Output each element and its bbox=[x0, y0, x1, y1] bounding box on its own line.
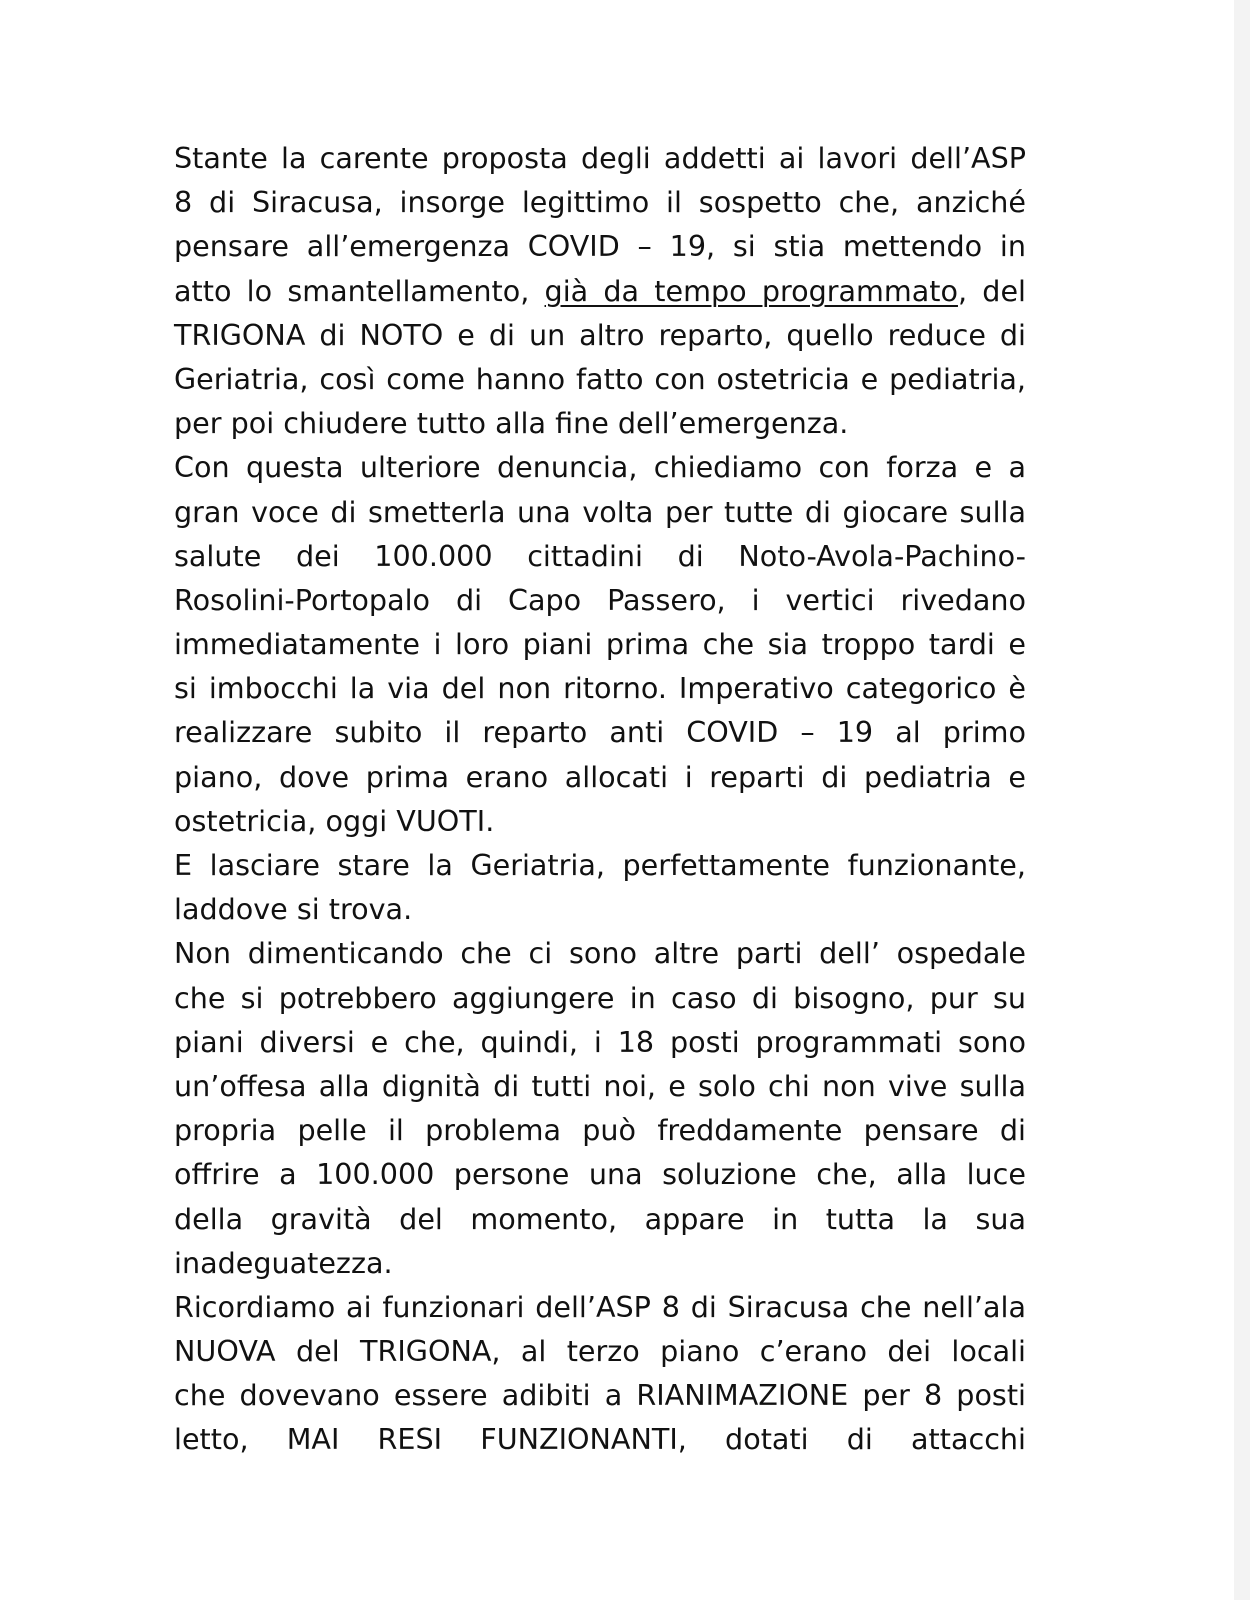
text-line: Non dimenticando che ci sono altre parti dell’ ospedale bbox=[174, 936, 1026, 971]
text-line: che dovevano essere adibiti a RIANIMAZIONE per 8 posti bbox=[174, 1378, 1026, 1413]
text-line bbox=[174, 269, 1026, 313]
text-line: Stante la carente proposta degli addetti ai lavori dell’ASP bbox=[174, 141, 1026, 175]
text-line: ostetricia, oggi VUOTI. bbox=[174, 803, 495, 838]
text-line: salute dei 100.000 cittadini di Noto-Avola-Pachino- bbox=[174, 538, 1026, 573]
text-line: offrire a 100.000 persone una soluzione che, alla luce bbox=[174, 1157, 1026, 1192]
text-line: gran voce di smetterla una volta per tutte di giocare sulla bbox=[174, 494, 1026, 529]
paragraph-3 bbox=[174, 843, 1026, 931]
text-fragment: atto lo smantellamento, bbox=[174, 273, 545, 308]
text-line: letto, MAI RESI FUNZIONANTI, dotati di attacchi bbox=[174, 1422, 1026, 1457]
text-line: 8 di Siracusa, insorge legittimo il sospetto che, anziché bbox=[174, 185, 1026, 220]
text-line: Geriatria, così come hanno fatto con ostetricia e pediatria, bbox=[174, 361, 1026, 396]
text-line: un’offesa alla dignità di tutti noi, e solo chi non vive sulla bbox=[174, 1068, 1026, 1103]
paragraph-1 bbox=[174, 136, 1026, 445]
text-line: della gravità del momento, appare in tutta la sua bbox=[174, 1201, 1026, 1236]
paragraph-5 bbox=[174, 1285, 1026, 1462]
text-line: che si potrebbero aggiungere in caso di bisogno, pur su bbox=[174, 980, 1026, 1015]
text-line: E lasciare stare la Geriatria, perfettamente funzionante, bbox=[174, 848, 1026, 882]
text-line: propria pelle il problema può freddamente pensare di bbox=[174, 1113, 1026, 1148]
text-line: pensare all’emergenza COVID – 19, si stia mettendo in bbox=[174, 229, 1026, 264]
text-line: si imbocchi la via del non ritorno. Imperativo categorico è bbox=[174, 671, 1026, 706]
text-line: TRIGONA di NOTO e di un altro reparto, quello reduce di bbox=[174, 317, 1026, 352]
text-line: per poi chiudere tutto alla fine dell’emergenza. bbox=[174, 406, 849, 441]
text-line: realizzare subito il reparto anti COVID – 19 al primo bbox=[174, 715, 1026, 750]
text-line: Ricordiamo ai funzionari dell’ASP 8 di Siracusa che nell’ala bbox=[174, 1289, 1026, 1324]
text-line: Rosolini-Portopalo di Capo Passero, i vertici rivedano bbox=[174, 582, 1026, 617]
paragraph-2 bbox=[174, 445, 1026, 843]
text-line: immediatamente i loro piani prima che sia troppo tardi e bbox=[174, 627, 1026, 662]
text-fragment: , del bbox=[957, 273, 1026, 308]
text-line: laddove si trova. bbox=[174, 892, 413, 927]
paragraph-4 bbox=[174, 931, 1026, 1285]
text-line: Con questa ulteriore denuncia, chiediamo con forza e a bbox=[174, 450, 1026, 485]
text-line: NUOVA del TRIGONA, al terzo piano c’erano dei locali bbox=[174, 1334, 1026, 1369]
text-line: piano, dove prima erano allocati i reparti di pediatria e bbox=[174, 759, 1026, 794]
page-edge bbox=[1234, 0, 1250, 1600]
underlined-phrase: già da tempo programmato bbox=[544, 273, 958, 308]
text-line: piani diversi e che, quindi, i 18 posti programmati sono bbox=[174, 1024, 1026, 1059]
document-body bbox=[174, 136, 1026, 1462]
text-line: inadeguatezza. bbox=[174, 1245, 393, 1280]
